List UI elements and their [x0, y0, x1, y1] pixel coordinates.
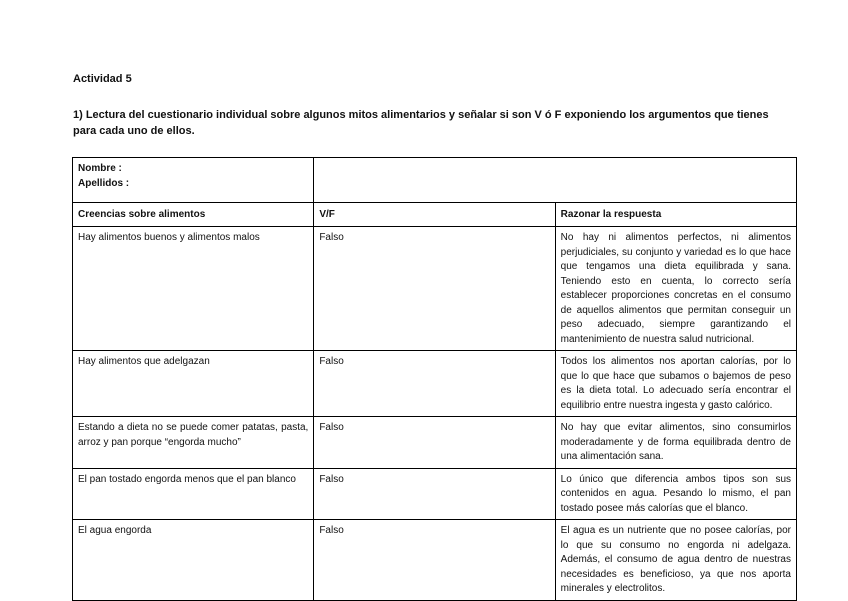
column-header-reason: Razonar la respuesta: [555, 203, 796, 227]
table-row: [73, 417, 797, 469]
table-row: [73, 520, 797, 601]
belief-cell: El pan tostado engorda menos que el pan blanco: [73, 468, 314, 520]
vf-cell: Falso: [314, 468, 555, 520]
belief-cell: Estando a dieta no se puede comer patatas, pasta, arroz y pan porque “engorda mucho”: [73, 417, 314, 469]
belief-cell: Hay alimentos buenos y alimentos malos: [73, 227, 314, 351]
student-info-labels: [73, 158, 314, 203]
reason-cell: El agua es un nutriente que no posee calorías, por lo que su consumo no engorda ni adelgaza. Además, el consumo de agua dentro de nuestras necesidades es beneficioso, ya que nos aporta minerales y electrolitos.: [555, 520, 796, 601]
instructions-text: 1) Lectura del cuestionario individual sobre algunos mitos alimentarios y señalar si son V ó F exponiendo los argumentos que tienes para cada uno de ellos.: [73, 109, 769, 137]
surname-label: Apellidos :: [78, 177, 130, 189]
reason-cell: Lo único que diferencia ambos tipos son sus contenidos en agua. Pesando lo mismo, el pan tostado posee más calorías que el blanco.: [555, 468, 796, 520]
belief-cell: El agua engorda: [73, 520, 314, 601]
vf-cell: Falso: [314, 417, 555, 469]
belief-cell: Hay alimentos que adelgazan: [73, 351, 314, 417]
vf-cell: Falso: [314, 520, 555, 601]
vf-cell: Falso: [314, 227, 555, 351]
table-row: [73, 227, 797, 351]
reason-cell: No hay ni alimentos perfectos, ni alimentos perjudiciales, su conjunto y variedad es lo que hace que tengamos una dieta equilibrada y sana. Teniendo esto en cuenta, lo correcto sería establecer proporciones concretas en el consumo de aquellos alimentos que permitan conseguir un peso adecuado, siempre garantizando el mantenimiento de nuestra salud nutricional.: [555, 227, 796, 351]
questionnaire-table: [72, 157, 797, 601]
student-info-field[interactable]: [314, 158, 797, 203]
reason-cell: Todos los alimentos nos aportan calorías, por lo que lo que hace que subamos o bajemos de peso es la dieta total. Lo adecuado sería encontrar el equilibrio entre nuestra ingesta y gasto calórico.: [555, 351, 796, 417]
reason-cell: No hay que evitar alimentos, sino consumirlos moderadamente y de forma equilibrada dentro de una alimentación sana.: [555, 417, 796, 469]
column-header-beliefs: Creencias sobre alimentos: [73, 203, 314, 227]
name-label: Nombre :: [78, 163, 122, 174]
column-header-row: [73, 203, 797, 227]
activity-title: Actividad 5: [73, 73, 132, 85]
student-info-row: [73, 158, 797, 203]
table-row: [73, 468, 797, 520]
column-header-vf: V/F: [314, 203, 555, 227]
vf-cell: Falso: [314, 351, 555, 417]
table-row: [73, 351, 797, 417]
